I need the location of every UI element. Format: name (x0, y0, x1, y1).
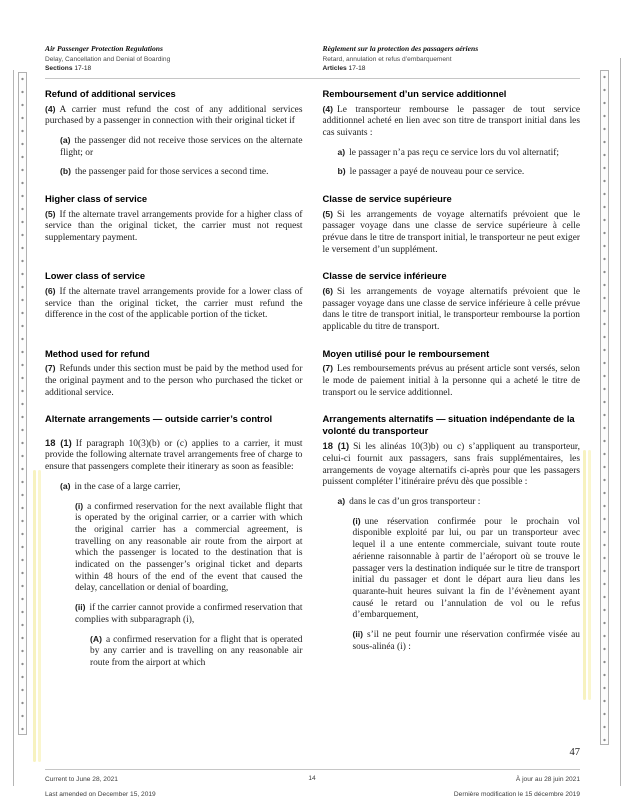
paragraph-label: (b) (60, 166, 71, 177)
section-heading: Higher class of service (45, 193, 148, 205)
section-heading: Refund of additional services (45, 88, 176, 99)
left-amendment-highlight-2 (38, 470, 41, 762)
document-body (45, 88, 580, 684)
column-french (323, 88, 581, 179)
section-heading: Lower class of service (45, 270, 146, 282)
header-title-fr: Règlement sur la protection des passagers aériens (322, 44, 479, 53)
header-rule (45, 78, 580, 79)
paragraph (323, 286, 581, 334)
paragraph-label: (ii) (75, 602, 86, 613)
paragraph-label: (i) (75, 500, 84, 511)
footer-current-to-fr: À jour au 28 juin 2021 (515, 776, 580, 783)
paragraph-label: (4) (322, 103, 334, 114)
paragraph (45, 209, 303, 245)
paragraph (323, 440, 581, 489)
paragraph-label: a) (337, 146, 346, 157)
paragraph-text: the passenger did not receive those services on the alternate flight; or (60, 135, 303, 158)
paragraph-text: dans le cas d’un gros transporteur : (349, 497, 481, 508)
paragraph (45, 363, 303, 399)
running-header (45, 44, 580, 72)
paragraph (323, 209, 581, 257)
paragraph (338, 166, 581, 179)
paragraph-label: (ii) (352, 629, 363, 640)
column-english (45, 413, 303, 669)
section-heading: Alternate arrangements — outside carrier’s control (45, 413, 273, 425)
content-row (45, 88, 580, 179)
paragraph-text: s’il ne peut fournir une réservation confirmée visée au sous-alinéa (i) : (352, 630, 580, 652)
paragraph-text: If the alternate travel arrangements provide for a lower class of service than the original ticket, the carrier must refund the difference in the cost of the applicable portion of the ticket. (45, 286, 303, 321)
paragraph (75, 501, 303, 596)
right-page-edge-line (620, 58, 621, 786)
paragraph-label: (6) (322, 285, 334, 296)
column-french (323, 270, 581, 333)
folio-page-number: 47 (569, 747, 580, 758)
paragraph-label: (7) (45, 363, 56, 374)
content-row (45, 193, 580, 256)
header-sections-fr (323, 65, 581, 72)
section-number: 18 (1) (322, 440, 350, 452)
content-row (45, 348, 580, 400)
paragraph-text: a confirmed reservation for a flight that is operated by any carrier and is travelling on any reasonable air route from the airport at which (90, 634, 303, 668)
paragraph-label: (5) (45, 208, 56, 219)
column-french (323, 348, 581, 400)
footer-current-to-en: Current to June 28, 2021 (45, 776, 118, 783)
paragraph-text: Si les arrangements de voyage alternatifs prévoient que le passager voyage dans une classe de service supérieure à celle prévue dans le titre de transport initial, le transporteur ne peut exiger le versement d’un supplément. (322, 209, 580, 255)
paragraph (75, 602, 303, 626)
paragraph-label: (i) (352, 515, 361, 526)
paragraph-label: (a) (60, 480, 71, 491)
paragraph-label: (4) (45, 103, 56, 114)
column-french (323, 193, 581, 256)
content-row (45, 413, 580, 669)
section-heading: Arrangements alternatifs — situation indépendante de la volonté du transporteur (322, 413, 575, 436)
header-french (323, 44, 581, 72)
header-subtitle-en: Delay, Cancellation and Denial of Boarding (45, 55, 171, 63)
left-page-edge-line (13, 70, 14, 786)
paragraph (60, 135, 303, 159)
header-sections-range-en: 17-18 (74, 65, 92, 72)
paragraph-label: (a) (60, 134, 71, 145)
section-heading: Moyen utilisé pour le remboursement (322, 347, 490, 359)
footer-last-amended-fr: Dernière modification le 15 décembre 2019 (453, 791, 580, 798)
paragraph-text: le passager a payé de nouveau pour ce service. (349, 167, 525, 178)
right-amendment-highlight-1 (583, 450, 586, 700)
left-amendment-highlight-1 (33, 470, 36, 762)
column-french (323, 413, 581, 669)
section-number: 18 (1) (45, 436, 72, 448)
paragraph-text: Refunds under this section must be paid by the method used for the original payment and to the person who purchased the ticket or additional service. (45, 364, 303, 398)
column-english (45, 270, 303, 333)
paragraph-label: a) (337, 496, 346, 507)
paragraph-label: (7) (322, 363, 334, 374)
paragraph (338, 147, 581, 160)
footer-rule (45, 769, 580, 770)
paragraph-text: if the carrier cannot provide a confirmed reservation that complies with subparagraph (i), (75, 603, 303, 625)
paragraph (323, 104, 581, 140)
paragraph (353, 516, 581, 622)
paragraph-text: A carrier must refund the cost of any additional services purchased by a passenger in connection with their original ticket if (45, 104, 303, 127)
header-sections-label-en: Sections (45, 65, 73, 72)
header-english (45, 44, 303, 72)
section-heading: Classe de service supérieure (322, 193, 452, 205)
section-heading: Method used for refund (45, 347, 150, 359)
paragraph-text: Si les arrangements de voyage alternatifs prévoient que le passager voyage dans une classe de service inférieure à celle prévue dans le titre de transport initial, le transporteur rembourse la portion applicable du titre de transport. (322, 286, 580, 332)
column-english (45, 193, 303, 256)
header-title-en: Air Passenger Protection Regulations (45, 44, 163, 53)
paragraph-text: a confirmed reservation for the next available flight that is operated by the original carrier, or a carrier with which the original carrier has a commercial agreement, is travelling on any reasonable air route from the airport at which the passenger is located to the destination that is indicated on the passenger’s original ticket and departs within 48 hours of the end of the event that caused the delay, cancellation or denial of boarding, (75, 501, 303, 594)
footer-last-amended-en: Last amended on December 15, 2019 (45, 791, 156, 798)
section-heading: Remboursement d’un service additionnel (322, 88, 507, 99)
paragraph-text: Les remboursements prévus au présent article sont versés, selon le mode de paiement initial à la personne qui a acheté le titre de transport ou le service additionnel. (322, 364, 580, 398)
header-sections-range-fr: 17-18 (348, 65, 366, 72)
header-subtitle-fr: Retard, annulation et refus d’embarquement (322, 55, 452, 63)
paragraph-text: Si les alinéas 10(3)b) ou c) s’appliquent au transporteur, celui-ci fournit aux passagers, sans frais supplémentaires, les arrangements de voyage alternatifs ci-après pour que les passagers puissent compléter l’itinéraire prévu dès que possible : (322, 442, 580, 488)
paragraph (45, 104, 303, 128)
paragraph (90, 634, 303, 670)
header-sections-en (45, 65, 303, 72)
paragraph-label: (5) (322, 208, 334, 219)
paragraph-text: If the alternate travel arrangements provide for a higher class of service than the original ticket, the carrier must not request supplementary payment. (45, 209, 303, 243)
right-amendment-highlight-2 (588, 450, 591, 700)
paragraph-text: the passenger paid for those services a second time. (74, 167, 269, 178)
left-page-edge-ruler (18, 72, 27, 735)
paragraph-text: le passager n’a pas reçu ce service lors du vol alternatif; (349, 147, 559, 158)
paragraph (353, 629, 581, 653)
right-page-edge-ruler (600, 70, 609, 745)
paragraph (45, 286, 303, 322)
paragraph-text: in the case of a large carrier, (74, 481, 181, 492)
section-heading: Classe de service inférieure (322, 270, 447, 282)
paragraph (60, 481, 303, 494)
paragraph-label: b) (337, 166, 346, 177)
paragraph (338, 496, 581, 509)
content-row (45, 270, 580, 333)
paragraph-text: une réservation confirmée pour le prochain vol disponible exploité par lui, ou par un transporteur avec lequel il a une entente commerciale, suivant toute route aérienne raisonnable à partir de l’aéroport où se trouve le passager vers la destination indiquée sur le titre de transport initial du passager et dont le départ aura lieu dans les quarante-huit heures suivant la fin de l’évènement ayant causé le retard ou l’annulation de vol ou le refus d’embarquement, (352, 516, 580, 621)
column-english (45, 348, 303, 400)
footer-sheet-number: 14 (308, 775, 316, 782)
paragraph-label: (6) (45, 285, 56, 296)
paragraph (323, 363, 581, 399)
paragraph (60, 166, 303, 179)
header-sections-label-fr: Articles (322, 65, 347, 72)
paragraph-text: If paragraph 10(3)(b) or (c) applies to a carrier, it must provide the following alternate travel arrangements free of charge to ensure that passengers complete their itinerary as soon as feasible: (45, 438, 303, 473)
paragraph-label: (A) (90, 633, 102, 644)
column-english (45, 88, 303, 179)
paragraph (45, 437, 303, 474)
paragraph-text: Le transporteur rembourse le passager de tout service additionnel acheté en lien avec son titre de transport initial dans les cas suivants : (322, 104, 580, 138)
